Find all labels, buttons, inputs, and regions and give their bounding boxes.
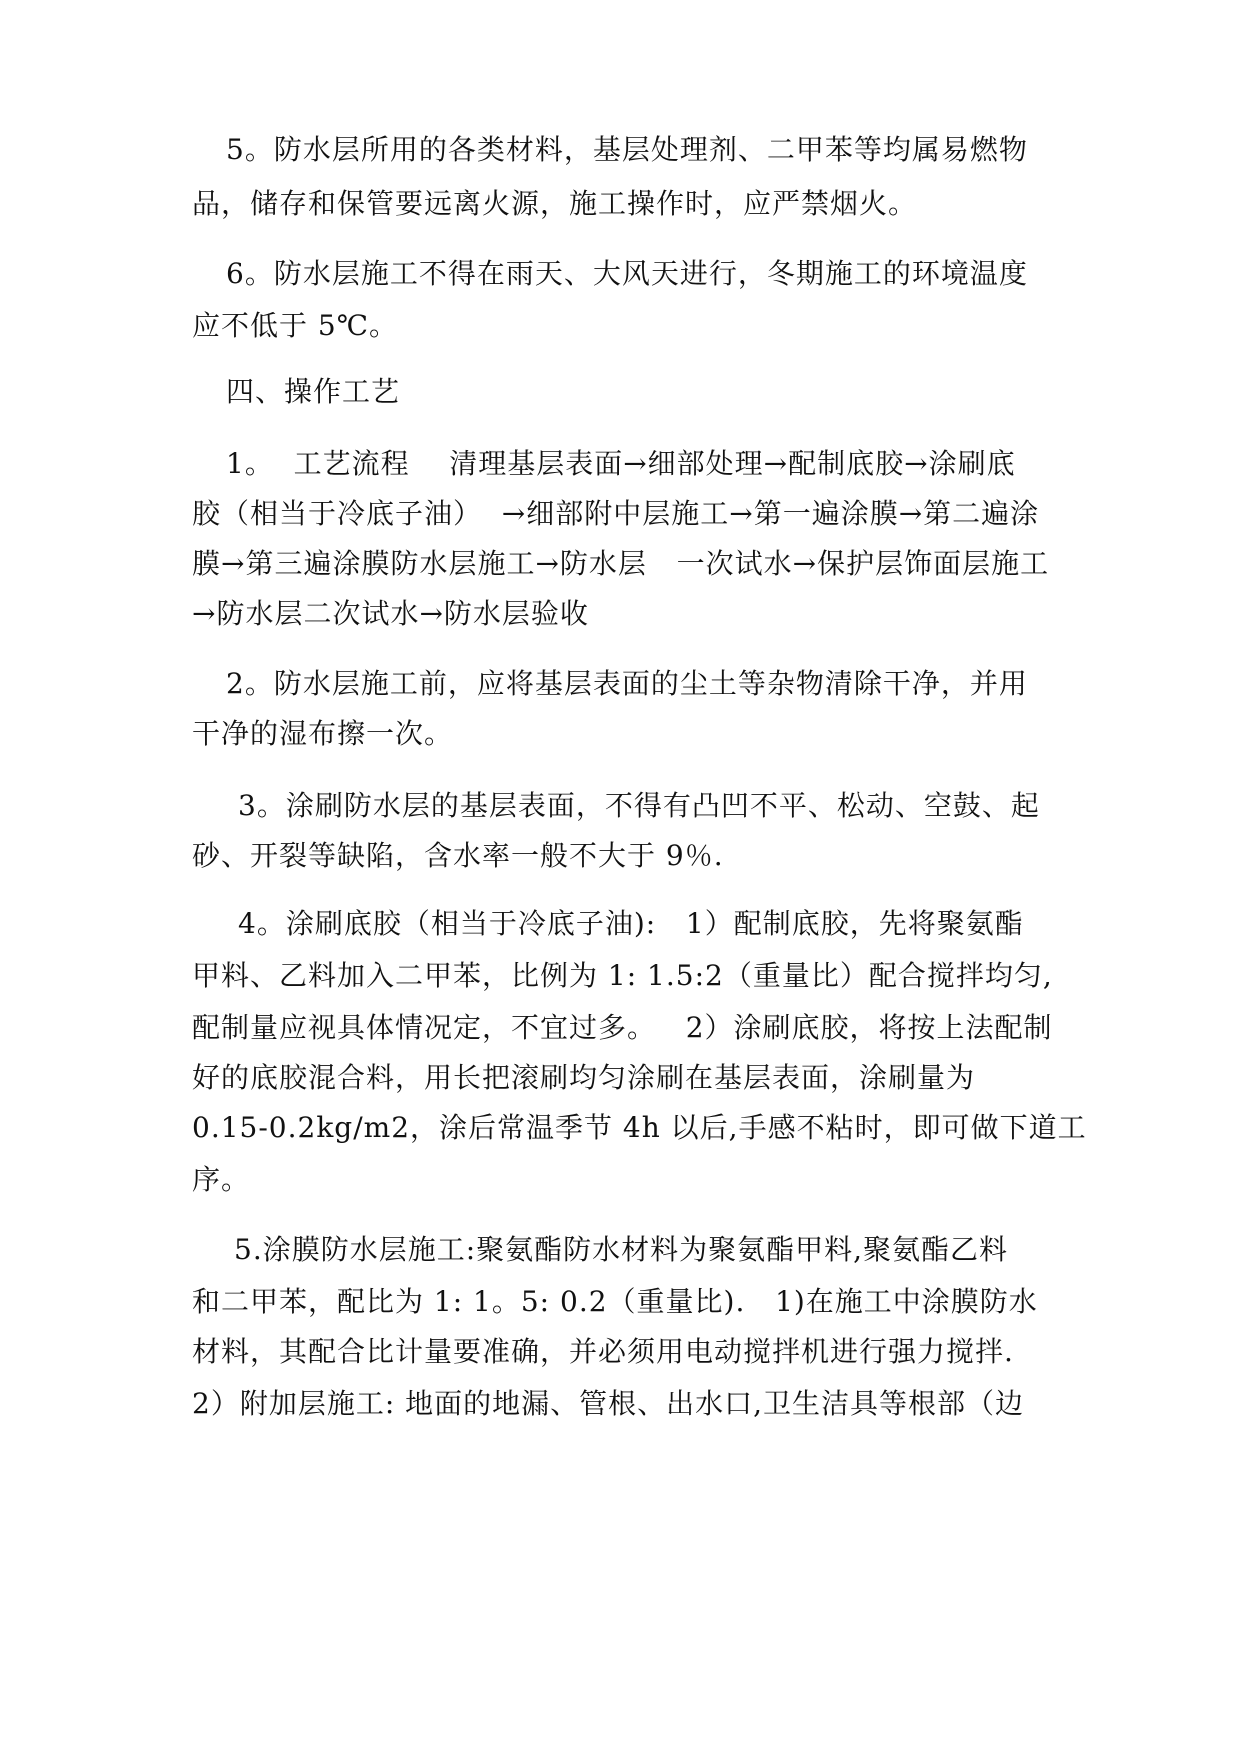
step-2-line-2: 干净的湿布擦一次。 xyxy=(192,717,454,750)
item-5-line-2: 品，储存和保管要远离火源，施工操作时，应严禁烟火。 xyxy=(192,187,918,220)
step-1-line-1: 1。 工艺流程 清理基层表面→细部处理→配制底胶→涂刷底 xyxy=(226,447,1016,480)
step-4-line-2: 甲料、乙料加入二甲苯，比例为 1: 1.5:2（重量比）配合搅拌均匀, xyxy=(192,959,1053,992)
step-5-line-2: 和二甲苯，配比为 1: 1。5: 0.2（重量比). 1)在施工中涂膜防水 xyxy=(192,1285,1038,1318)
step-3-line-1: 3。涂刷防水层的基层表面，不得有凸凹不平、松动、空鼓、起 xyxy=(238,789,1040,822)
step-4-line-4: 好的底胶混合料，用长把滚刷均匀涂刷在基层表面，涂刷量为 xyxy=(192,1061,976,1094)
section-heading: 四、操作工艺 xyxy=(226,375,401,408)
step-1-line-2: 胶（相当于冷底子油） →细部附中层施工→第一遍涂膜→第二遍涂 xyxy=(192,497,1040,530)
step-5-line-3: 材料，其配合比计量要准确，并必须用电动搅拌机进行强力搅拌. xyxy=(192,1335,1014,1368)
step-4-line-3: 配制量应视具体情况定，不宜过多。 2）涂刷底胶，将按上法配制 xyxy=(192,1011,1053,1044)
step-5-line-1: 5.涂膜防水层施工:聚氨酯防水材料为聚氨酯甲料,聚氨酯乙料 xyxy=(234,1233,1009,1266)
step-1-line-3: 膜→第三遍涂膜防水层施工→防水层 一次试水→保护层饰面层施工 xyxy=(192,547,1050,580)
step-3-line-2: 砂、开裂等缺陷，含水率一般不大于 9％. xyxy=(192,839,724,872)
step-4-line-5: 0.15-0.2kg/m2，涂后常温季节 4h 以后,手感不粘时，即可做下道工 xyxy=(192,1111,1087,1144)
step-4-line-1: 4。涂刷底胶（相当于冷底子油): 1）配制底胶，先将聚氨酯 xyxy=(238,907,1024,940)
item-6-line-2: 应不低于 5℃。 xyxy=(192,309,399,342)
step-1-line-4: →防水层二次试水→防水层验收 xyxy=(192,597,589,630)
step-2-line-1: 2。防水层施工前，应将基层表面的尘土等杂物清除干净，并用 xyxy=(226,667,1028,700)
step-5-line-4: 2）附加层施工: 地面的地漏、管根、出水口,卫生洁具等根部（边 xyxy=(192,1387,1025,1420)
step-4-line-6: 序。 xyxy=(192,1163,251,1196)
item-5-line-1: 5。防水层所用的各类材料，基层处理剂、二甲苯等均属易燃物 xyxy=(226,133,1028,166)
item-6-line-1: 6。防水层施工不得在雨天、大风天进行，冬期施工的环境温度 xyxy=(226,257,1028,290)
